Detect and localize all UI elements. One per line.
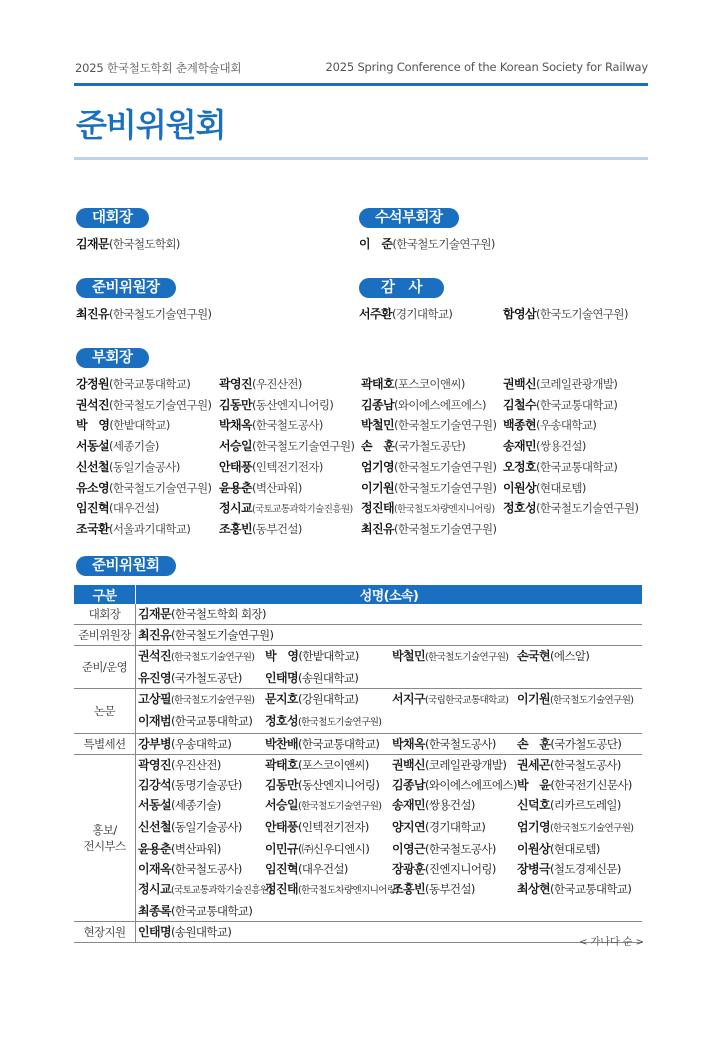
row-category: 대회장	[74, 604, 136, 625]
person-entry	[265, 669, 392, 687]
person-affiliation: (대우건설)	[108, 501, 159, 516]
person-entry	[265, 818, 392, 838]
person-entry	[265, 712, 392, 732]
person-name: 윤용춘	[138, 842, 171, 856]
row-names	[136, 922, 643, 943]
person-name: 문지호	[265, 692, 298, 706]
person-affiliation: (한국철도학회 회장)	[170, 607, 266, 621]
table-row	[74, 755, 642, 922]
person-affiliation: (한국철도기술연구원)	[535, 501, 639, 516]
row-category: 현장지원	[74, 922, 136, 943]
person-affiliation: (국가철도공단)	[550, 737, 622, 751]
person-entry	[503, 416, 596, 433]
person-entry	[361, 458, 496, 475]
person-name: 정시교	[219, 501, 252, 516]
person-affiliation: (한국철도공사)	[424, 842, 496, 856]
table-header-category: 구분	[74, 585, 136, 604]
person-affiliation: (한국철도기술연구원)	[393, 418, 497, 433]
person-entry	[138, 840, 265, 858]
row-category: 준비위원장	[74, 625, 136, 646]
person-affiliation: (벽산파워)	[251, 480, 302, 495]
person-name: 정진태	[361, 501, 394, 516]
person-affiliation: (한국철도기술연구원)	[251, 439, 355, 454]
person-entry	[76, 437, 159, 454]
person-name: 임진혁	[265, 862, 298, 876]
person-name: 김철수	[503, 397, 536, 412]
person-entry	[517, 818, 642, 838]
person-affiliation: (우진산전)	[170, 758, 221, 772]
person-entry	[138, 880, 272, 900]
person-entry	[138, 796, 265, 816]
person-name: 김동만	[219, 397, 252, 412]
person-name: 김재문	[138, 607, 171, 621]
person-name: 강부병	[138, 737, 171, 751]
person-name: 양지연	[392, 820, 425, 834]
section-label-senior-vice: 수석부회장	[359, 208, 459, 228]
person-name: 엄기영	[361, 459, 394, 474]
person-entry	[76, 520, 190, 537]
person-name: 박찬배	[265, 737, 298, 751]
person-name: 안태풍	[265, 820, 298, 834]
person-entry	[361, 520, 496, 537]
person-name: 서동설	[138, 798, 171, 812]
person-affiliation: (국가철도공단)	[394, 439, 466, 454]
committee-table	[74, 585, 642, 943]
table-row	[74, 922, 642, 943]
person-affiliation: (한밭대학교)	[109, 418, 170, 433]
section-label-vice: 부회장	[76, 348, 149, 368]
person-name: 이 준	[359, 237, 393, 251]
person-name: 유소영	[76, 480, 109, 495]
person-entry	[517, 860, 642, 878]
person-entry	[392, 647, 517, 667]
person-name: 박채옥	[392, 737, 425, 751]
person-name: 정호성	[503, 501, 536, 516]
person-affiliation: (철도경제신문)	[549, 862, 621, 876]
row-category-line: 전시부스	[83, 839, 126, 853]
person-name: 엄기영	[517, 820, 550, 834]
person-name: 권백신	[392, 758, 425, 772]
person-affiliation: (벽산파워)	[170, 842, 221, 856]
person-name: 윤용춘	[219, 480, 252, 495]
person-entry	[265, 880, 399, 900]
person-entry	[517, 735, 642, 753]
table-row	[74, 604, 642, 625]
person-affiliation: (동부건설)	[424, 882, 475, 896]
row-names	[136, 689, 643, 734]
person-affiliation: (세종기술)	[170, 798, 221, 812]
person-affiliation: (한국교통대학교)	[535, 397, 618, 412]
person-entry	[219, 499, 353, 516]
table-row	[74, 689, 642, 734]
person-entry	[138, 902, 265, 920]
person-affiliation: (포스코이앤씨)	[297, 758, 369, 772]
person-name: 조국환	[76, 521, 109, 536]
person-entry	[265, 840, 392, 858]
header-left: 2025 한국철도학회 춘계학술대회	[75, 61, 242, 75]
person-affiliation: (코레일관광개발)	[535, 377, 618, 391]
person-affiliation: (국가철도공단)	[170, 671, 242, 685]
person-affiliation: (현대로템)	[549, 842, 600, 856]
person-affiliation: (한국철도기술연구원)	[297, 801, 382, 812]
person-affiliation: (한국철도기술연구원)	[392, 237, 495, 251]
person-entry	[503, 305, 628, 322]
person-affiliation: (동산엔지니어링)	[297, 778, 380, 792]
person-affiliation: (한국철도기술연구원)	[108, 480, 212, 495]
person-entry	[76, 375, 190, 392]
person-name: 박철민	[392, 649, 425, 663]
person-affiliation: (우송대학교)	[535, 418, 597, 433]
person-affiliation: (한국철도기술연구원)	[549, 695, 634, 706]
header-right: 2025 Spring Conference of the Korean Society for Railway	[325, 60, 648, 74]
person-name: 서동설	[76, 439, 109, 454]
person-affiliation: (동일기술공사)	[170, 820, 242, 834]
person-entry	[503, 375, 617, 392]
person-affiliation: (한국교통대학교)	[549, 882, 632, 896]
person-affiliation: (한국철도기술연구원)	[297, 717, 382, 728]
person-affiliation: (코레일관광개발)	[424, 758, 507, 772]
person-entry	[517, 756, 642, 774]
person-entry	[361, 437, 465, 454]
person-name: 김재문	[76, 237, 109, 251]
person-entry	[138, 669, 265, 687]
person-entry	[219, 396, 333, 413]
person-affiliation: (한국철도기술연구원)	[393, 521, 497, 536]
person-entry	[219, 416, 323, 433]
person-name: 오정호	[503, 459, 536, 474]
table-header-names: 성명(소속)	[136, 585, 643, 604]
person-affiliation: (한국교통대학교)	[170, 904, 253, 918]
person-affiliation: (현대로템)	[535, 480, 586, 495]
section-label-chair: 대회장	[76, 208, 149, 228]
person-entry	[138, 735, 265, 753]
person-affiliation: (한국철도공사)	[549, 758, 621, 772]
person-entry	[138, 860, 265, 878]
person-affiliation: (한국철도학회)	[108, 237, 180, 251]
person-affiliation: (한국교통대학교)	[297, 737, 380, 751]
sort-note: < 가나다 순 >	[579, 937, 644, 948]
person-affiliation: (진엔지니어링)	[424, 862, 496, 876]
person-name: 조홍빈	[219, 521, 252, 536]
person-affiliation: (와이에스에프에스)	[393, 397, 486, 412]
person-name: 조홍빈	[392, 882, 425, 896]
person-affiliation: (경기대학교)	[391, 307, 453, 321]
person-name: 최상현	[517, 882, 550, 896]
person-name: 김강석	[138, 778, 171, 792]
person-name: 박 윤	[517, 778, 551, 792]
person-entry	[265, 796, 392, 816]
person-affiliation: (강원대학교)	[297, 692, 359, 706]
person-affiliation: (대우건설)	[297, 862, 348, 876]
person-entry	[517, 776, 642, 794]
person-affiliation: (한국철도기술연구원)	[170, 652, 255, 663]
person-affiliation: (한국교통대학교)	[108, 377, 191, 391]
person-entry	[392, 756, 517, 774]
person-entry	[265, 690, 392, 710]
person-affiliation: (포스코이앤씨)	[393, 377, 465, 391]
person-entry	[265, 756, 392, 774]
person-affiliation: (와이에스에프에스)	[424, 778, 517, 792]
header-divider	[74, 83, 648, 86]
person-entry	[392, 880, 517, 900]
person-affiliation: (동산엔지니어링)	[251, 397, 334, 412]
person-entry	[76, 305, 211, 322]
person-name: 인태명	[265, 671, 298, 685]
person-entry	[76, 458, 180, 475]
person-entry	[503, 499, 638, 516]
person-affiliation: (인텍전기전자)	[297, 820, 369, 834]
person-entry	[517, 840, 642, 858]
person-entry	[392, 840, 517, 858]
page-title: 준비위원회	[76, 106, 226, 144]
person-affiliation: (한국철도기술연구원)	[108, 307, 212, 321]
person-entry	[219, 479, 302, 496]
person-affiliation: (한국철도기술연구원)	[170, 628, 274, 642]
person-affiliation: (한국철도차량엔지니어링)	[297, 885, 399, 896]
person-name: 박채옥	[219, 418, 252, 433]
person-name: 송재민	[503, 439, 536, 454]
person-entry	[392, 690, 517, 710]
person-entry	[265, 735, 392, 753]
person-entry	[138, 605, 265, 623]
person-entry	[219, 520, 302, 537]
row-category: 준비/운영	[74, 646, 136, 689]
person-affiliation: (쌍용건설)	[535, 439, 586, 454]
row-names	[136, 604, 643, 625]
person-name: 고상필	[138, 692, 171, 706]
person-name: 최진유	[361, 521, 394, 536]
table-row	[74, 625, 642, 646]
person-entry	[76, 396, 211, 413]
person-entry	[517, 690, 642, 710]
section-label-committee: 준비위원회	[76, 556, 176, 576]
person-name: 곽영진	[138, 758, 171, 772]
person-affiliation: (인텍전기전자)	[251, 459, 323, 474]
person-name: 서승일	[219, 439, 252, 454]
person-name: 이기원	[517, 692, 550, 706]
person-name: 송재민	[392, 798, 425, 812]
person-entry	[517, 880, 642, 900]
row-category-line: 홍보/	[92, 823, 117, 837]
person-entry	[265, 860, 392, 878]
person-entry	[76, 479, 211, 496]
person-entry	[392, 818, 517, 838]
person-name: 손 훈	[517, 737, 551, 751]
person-entry	[138, 776, 265, 794]
person-entry	[361, 479, 496, 496]
person-name: 장병극	[517, 862, 550, 876]
person-name: 손국현	[517, 649, 550, 663]
person-affiliation: (국토교통과학기술진흥원)	[170, 885, 272, 896]
table-row	[74, 646, 642, 689]
person-entry	[503, 396, 617, 413]
person-name: 최종록	[138, 904, 171, 918]
person-name: 이민규	[265, 842, 298, 856]
person-entry	[361, 396, 486, 413]
person-entry	[392, 860, 517, 878]
person-name: 유진영	[138, 671, 171, 685]
person-entry	[361, 416, 496, 433]
person-entry	[265, 776, 392, 794]
person-name: 손 훈	[361, 439, 395, 454]
person-name: 이기원	[361, 480, 394, 495]
person-affiliation: (한국철도기술연구원)	[170, 695, 255, 706]
person-affiliation: (한국전기신문사)	[550, 778, 632, 792]
person-name: 이원상	[517, 842, 550, 856]
person-affiliation: (우진산전)	[251, 377, 302, 391]
person-affiliation: (동명기술공단)	[170, 778, 242, 792]
person-entry	[76, 499, 159, 516]
person-name: 권백신	[503, 377, 536, 391]
person-entry	[76, 235, 180, 252]
person-affiliation: (한국도기술연구원)	[535, 307, 628, 321]
person-name: 박 영	[265, 649, 299, 663]
person-affiliation: (한국교통대학교)	[535, 459, 618, 474]
person-affiliation: (서울과기대학교)	[108, 521, 191, 536]
person-name: 이재범	[138, 714, 171, 728]
title-divider	[74, 157, 648, 160]
row-category: 특별세션	[74, 734, 136, 755]
person-affiliation: (리카르도레일)	[549, 798, 621, 812]
row-names	[136, 755, 643, 922]
person-entry	[517, 796, 642, 816]
person-name: 김종남	[392, 778, 425, 792]
person-entry	[265, 647, 392, 667]
person-entry	[503, 458, 617, 475]
person-entry	[392, 776, 517, 794]
person-entry	[138, 818, 265, 838]
person-entry	[138, 690, 265, 710]
person-name: 신덕호	[517, 798, 550, 812]
section-label-auditor: 감 사	[359, 278, 444, 298]
person-affiliation: (우송대학교)	[170, 737, 232, 751]
person-affiliation: (송원대학교)	[297, 671, 359, 685]
person-entry	[138, 712, 265, 732]
person-affiliation: (한국철도기술연구원)	[549, 823, 634, 834]
person-entry	[219, 375, 302, 392]
person-affiliation: (한국교통대학교)	[170, 714, 253, 728]
person-entry	[392, 796, 517, 816]
person-name: 정시교	[138, 882, 171, 896]
person-name: 서지구	[392, 692, 425, 706]
person-affiliation: (에스알)	[549, 649, 590, 663]
person-name: 백종현	[503, 418, 536, 433]
section-label-prep-chair: 준비위원장	[76, 278, 176, 298]
person-affiliation: (한국철도기술연구원)	[393, 459, 497, 474]
person-name: 이원상	[503, 480, 536, 495]
person-name: 신선철	[138, 820, 171, 834]
person-name: 함영삼	[503, 307, 536, 321]
person-entry	[138, 923, 265, 941]
person-name: 정호성	[265, 714, 298, 728]
person-name: 곽태호	[361, 377, 394, 391]
person-name: 김종남	[361, 397, 394, 412]
person-name: 인태명	[138, 925, 171, 939]
person-name: 최진유	[76, 307, 109, 321]
person-name: 곽영진	[219, 377, 252, 391]
row-names	[136, 625, 643, 646]
person-affiliation: (동부건설)	[251, 521, 302, 536]
person-affiliation: (국립한국교통대학교)	[424, 695, 509, 706]
person-entry	[359, 305, 452, 322]
person-entry	[392, 735, 517, 753]
person-affiliation: (국토교통과학기술진흥원)	[251, 504, 353, 516]
person-entry	[361, 375, 465, 392]
person-name: 서주환	[359, 307, 392, 321]
person-affiliation: (경기대학교)	[424, 820, 486, 834]
person-affiliation: (세종기술)	[108, 439, 159, 454]
person-entry	[359, 235, 495, 252]
person-name: 장광훈	[392, 862, 425, 876]
table-header-row	[74, 585, 642, 604]
person-affiliation: (한국철도기술연구원)	[393, 480, 497, 495]
table-row	[74, 734, 642, 755]
person-entry	[76, 416, 170, 433]
person-name: 임진혁	[76, 501, 109, 516]
person-affiliation: (한국철도공사)	[251, 418, 323, 433]
person-entry	[219, 458, 323, 475]
person-affiliation: (한국철도차량엔지니어링)	[393, 504, 495, 516]
person-entry	[503, 437, 586, 454]
person-name: 권석진	[138, 649, 171, 663]
person-name: 서승일	[265, 798, 298, 812]
person-name: 신선철	[76, 459, 109, 474]
person-affiliation: (송원대학교)	[170, 925, 232, 939]
person-name: 강정원	[76, 377, 109, 391]
row-names	[136, 646, 643, 689]
person-entry	[361, 499, 495, 516]
person-affiliation: (쌍용건설)	[424, 798, 475, 812]
person-name: 이재옥	[138, 862, 171, 876]
person-name: 권세곤	[517, 758, 550, 772]
person-affiliation: (한국철도기술연구원)	[108, 397, 212, 412]
person-affiliation: (한밭대학교)	[298, 649, 359, 663]
person-affiliation: (한국철도기술연구원)	[424, 652, 509, 663]
person-entry	[517, 647, 642, 667]
person-name: 정진태	[265, 882, 298, 896]
person-affiliation: (㈜신우디엔시)	[297, 842, 370, 856]
person-name: 안태풍	[219, 459, 252, 474]
person-name: 박철민	[361, 418, 394, 433]
person-name: 곽태호	[265, 758, 298, 772]
row-category	[74, 755, 136, 922]
person-name: 권석진	[76, 397, 109, 412]
person-entry	[138, 626, 274, 644]
person-entry	[138, 647, 265, 667]
person-affiliation: (동일기술공사)	[108, 459, 180, 474]
row-category: 논문	[74, 689, 136, 734]
person-affiliation: (한국철도공사)	[170, 862, 242, 876]
person-name: 박 영	[76, 418, 110, 433]
person-entry	[503, 479, 586, 496]
person-name: 김동만	[265, 778, 298, 792]
person-entry	[138, 756, 265, 774]
person-name: 이영근	[392, 842, 425, 856]
person-entry	[219, 437, 354, 454]
person-name: 최진유	[138, 628, 171, 642]
row-names	[136, 734, 643, 755]
person-affiliation: (한국철도공사)	[424, 737, 496, 751]
